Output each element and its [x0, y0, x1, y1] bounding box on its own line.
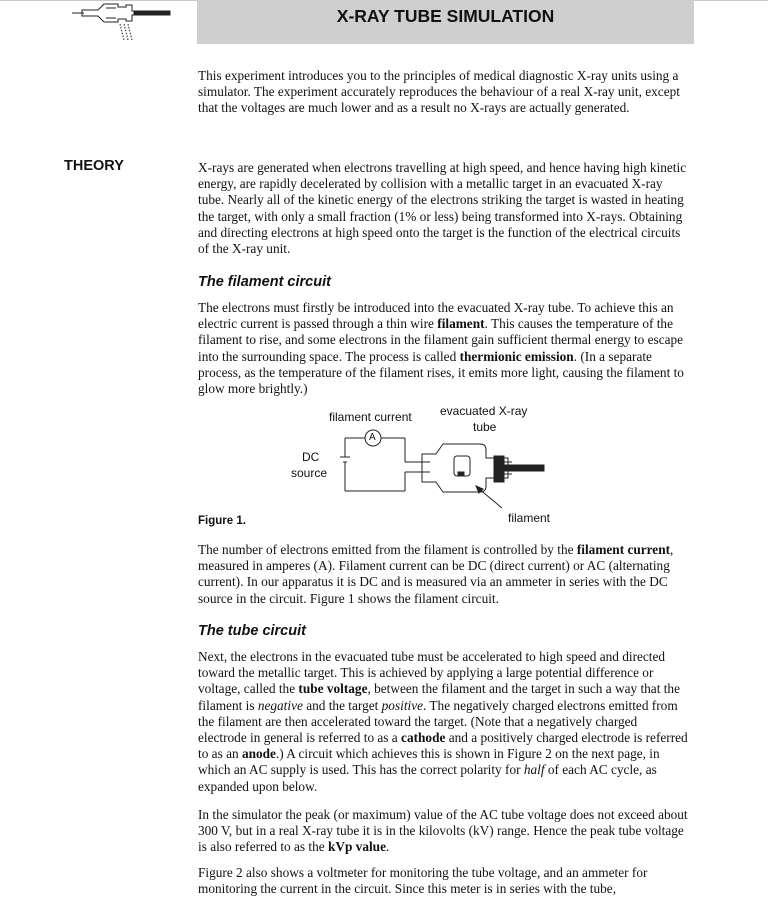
negative-term: negative	[257, 697, 303, 713]
positive-term: positive	[381, 697, 424, 713]
anode-term: anode	[241, 746, 276, 762]
figure-1-caption: Figure 1.	[198, 515, 246, 527]
kvp-term: kVp value	[327, 839, 386, 855]
label-evacuated-tube-1: evacuated X-ray	[440, 404, 528, 418]
intro-text: This experiment introduces you to the principles of medical diagnostic X-ray units using a simulator. The experiment accurately reproduces the behaviour of a real X-ray unit, except that the voltages are much lower and as a result no X-rays are actually generated.	[198, 68, 680, 116]
theory-heading: THEORY	[64, 158, 124, 174]
label-source: source	[291, 466, 328, 480]
filament-text-2: . This causes the temperature of the filament to rise, and some electrons in the filament gain sufficient thermal energy to escape into the surrounding space. The process is called	[198, 316, 684, 364]
tc-text-3: and the target	[302, 697, 382, 713]
page-title: X-RAY TUBE SIMULATION	[336, 6, 555, 26]
anode-block	[494, 456, 504, 482]
filament-current-term: filament current	[576, 542, 671, 557]
label-filament-current: filament current	[329, 410, 412, 424]
theory-text: X-rays are generated when electrons travelling at high speed, and hence having high kinetic energy, are rapidly decelerated by collision with a metallic target in an evacuated X-ray tube. Nearly all of the kinetic energy of the electrons striking the target is wasted in heating the target, with only a small fraction (1% or less) being transformed into X-rays. Obtaining and directing electrons at high speed onto the target is the function of the electrical circuits of the X-ray unit.	[198, 160, 687, 257]
tube-voltage-term: tube voltage	[298, 681, 368, 697]
figure-2-text: Figure 2 also shows a voltmeter for monitoring the tube voltage, and an ammeter for monitoring the current in the circuit. Since this meter is in series with the tube,	[198, 865, 648, 897]
theory-paragraph	[198, 160, 688, 257]
peak-voltage-paragraph	[198, 807, 688, 856]
cathode-term: cathode	[401, 730, 446, 746]
pv-text-2: .	[385, 839, 390, 855]
anode-rod	[504, 465, 544, 471]
xray-tube-logo-icon	[70, 0, 190, 48]
figure-2-paragraph	[198, 865, 688, 897]
tube-circuit-paragraph	[198, 649, 688, 795]
tc-text-1: Next, the electrons in the evacuated tube must be accelerated to high speed and directed toward the metallic target. This is achieved by applying a large potential difference or voltage, called the	[198, 649, 666, 697]
tc-text-2: , between the filament and the target in such a way that the filament is	[198, 681, 680, 713]
filament-bold-term: filament	[437, 316, 485, 332]
tc-text-5: and a positively charged electrode is referred to as an	[198, 730, 688, 762]
tc-text-7: of each AC cycle, as expanded upon below.	[198, 762, 657, 794]
cathode-cup	[454, 456, 470, 476]
filament-pointer	[478, 488, 502, 508]
fc-text-2: , measured in amperes (A). Filament current can be DC (direct current) or AC (alternating current). In our apparatus it is DC and is measured via an ammeter in series with the DC source in the circuit. Figure 1 shows the filament circuit.	[198, 542, 674, 606]
tc-text-6: .) A circuit which achieves this is shown in Figure 2 on the next page, in which an AC supply is used. This has the correct polarity for	[198, 746, 660, 778]
tc-text-4: . The negatively charged electrons emitted from the filament are then accelerated toward the target. (Note that a negatively charged electrode in general is referred to as a	[198, 697, 678, 746]
tube-circuit-heading: The tube circuit	[198, 623, 306, 639]
label-dc: DC	[302, 450, 320, 464]
filament-text-3: . (In a separate process, as the temperature of the filament rises, it emits more light, causing the filament to glow more brightly.)	[198, 348, 684, 397]
xray-tube-outline	[422, 444, 508, 492]
fc-text-1: The number of electrons emitted from the filament is controlled by the	[198, 542, 577, 557]
ammeter-symbol: A	[369, 432, 376, 443]
filament-circuit-heading: The filament circuit	[198, 274, 331, 290]
pv-text-1: In the simulator the peak (or maximum) value of the AC tube voltage does not exceed about 300 V, but in a real X-ray tube it is in the kilovolts (kV) range. Hence the peak tube voltage is also referred to as the	[198, 807, 688, 855]
label-filament: filament	[508, 511, 551, 525]
half-term: half	[523, 762, 545, 778]
intro-paragraph	[198, 68, 688, 117]
thermionic-emission-term: thermionic emission	[459, 348, 574, 364]
label-evacuated-tube-2: tube	[473, 420, 497, 434]
filament-paragraph	[198, 300, 688, 397]
filament-current-paragraph	[198, 542, 688, 607]
filament-text-1: The electrons must firstly be introduced into the evacuated X-ray tube. To achieve this an electric current is passed through a thin wire	[198, 300, 674, 332]
